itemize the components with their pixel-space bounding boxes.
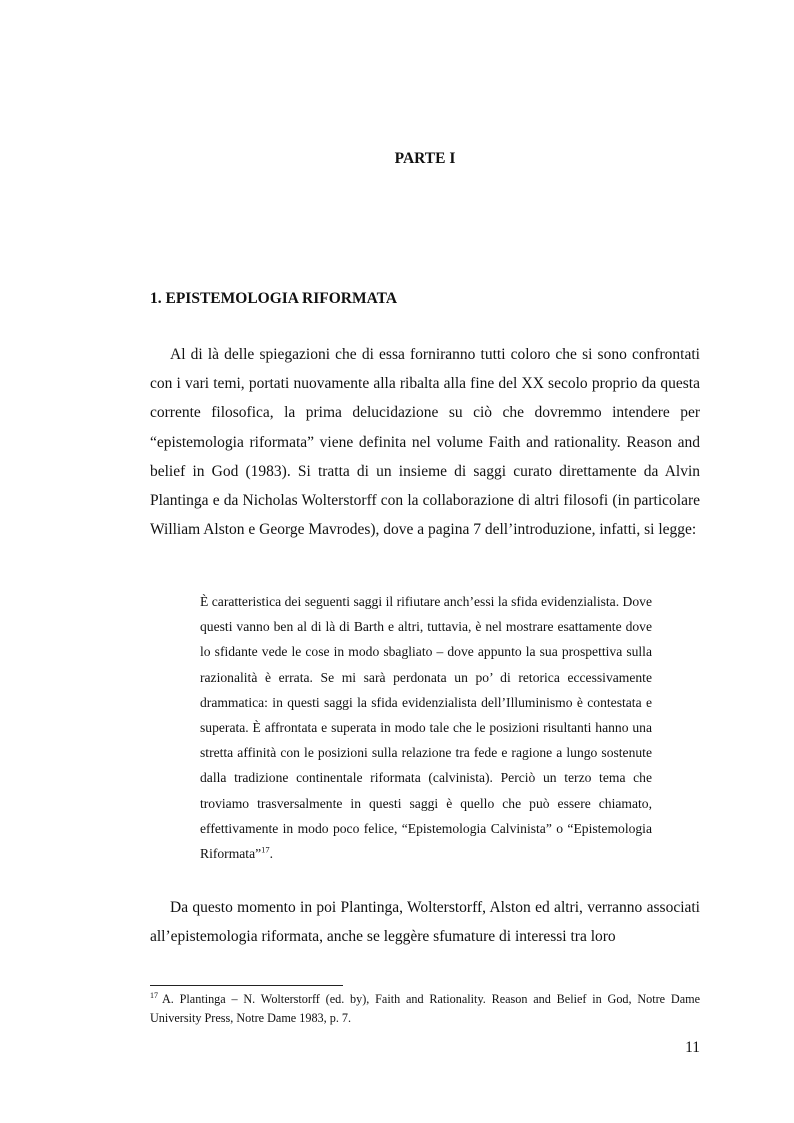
part-title: PARTE I (394, 150, 456, 167)
body-paragraph-2: Da questo momento in poi Plantinga, Wolterstorff, Alston ed altri, verranno associati all’epistemologia riformata, anche se leggère sfumature di interessi tra loro (150, 899, 700, 946)
chapter-title: 1. EPISTEMOLOGIA RIFORMATA (150, 290, 398, 307)
body-paragraph-1: Al di là delle spiegazioni che di essa forniranno tutti coloro che si sono confrontati con i vari temi, portati nuovamente alla ribalta alla fine del XX secolo proprio da questa corrente filosofica, la prima delucidazione su ciò che dovremmo intendere per “epistemologia riformata” viene definita nel volume Faith and rationality. Reason and belief in God (1983). Si tratta di un insieme di saggi curato direttamente da Alvin Plantinga e da Nicholas Wolterstorff con la collaborazione di altri filosofi (in particolare William Alston e George Mavrodes), dove a pagina 7 dell’introduzione, infatti, si legge: (150, 346, 700, 539)
footnote-text: A. Plantinga – N. Wolterstorff (ed. by), Faith and Rationality. Reason and Belief in God, Notre Dame University Press, Notre Dame 1983, p. 7. (150, 992, 700, 1025)
block-quote (200, 589, 652, 866)
footnote-number: 17 (150, 990, 158, 1000)
footnote-separator (150, 985, 343, 986)
page-number: 11 (685, 1039, 700, 1056)
quote-text: È caratteristica dei seguenti saggi il rifiutare anch’essi la sfida evidenzialista. Dove questi vanno ben al di là di Barth e altri, tuttavia, è nel mostrare esattamente dove lo sfidante vede le cose in modo sbagliato – dove appunto la sua prospettiva sulla razionalità è errata. Se mi sarà perdonata un po’ di retorica eccessivamente drammatica: in questi saggi la sfida evidenzialista dell’Illuminismo è contestata e superata. È affrontata e superata in modo tale che le posizioni risultanti hanno una stretta affinità con le posizioni sulla relazione tra fede e ragione a lungo sostenute dalla tradizione continentale riformata (calvinista). Perciò un terzo tema che troviamo trasversalmente in questi saggi è quello che può essere chiamato, effettivamente in modo poco felice, “Epistemologia Calvinista” o “Epistemologia Riformata” (200, 594, 652, 862)
quote-end: . (269, 846, 274, 862)
footnote (150, 990, 700, 1027)
footnote-reference: 17 (261, 844, 270, 855)
